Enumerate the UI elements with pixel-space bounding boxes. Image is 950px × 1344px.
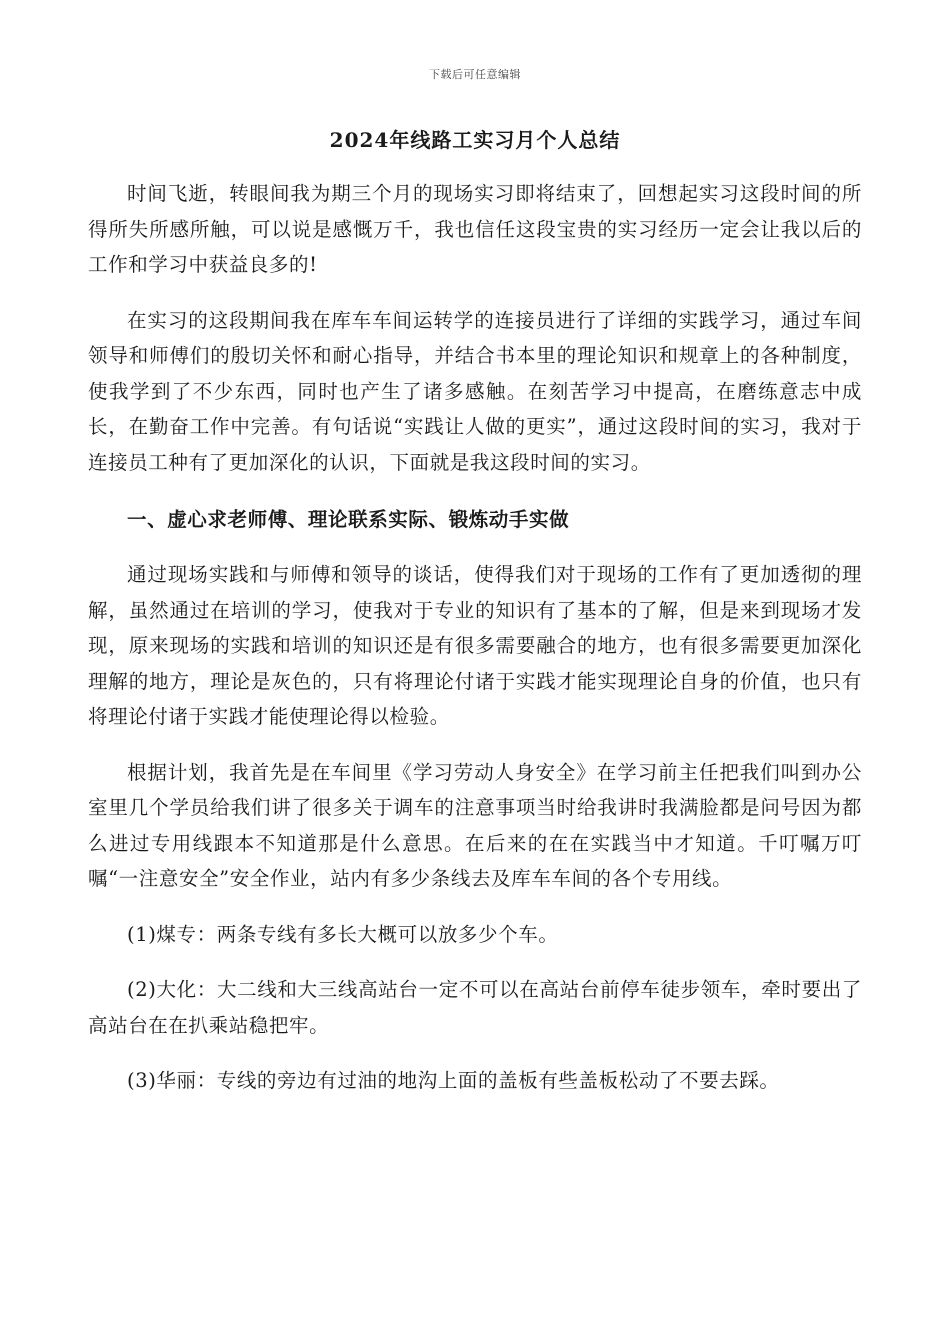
list-item-3: (3)华丽：专线的旁边有过油的地沟上面的盖板有些盖板松动了不要去踩。 (127, 1069, 780, 1092)
list-item-1: (1)煤专：两条专线有多长大概可以放多少个车。 (127, 922, 559, 946)
paragraph-section1-1: 通过现场实践和与师傅和领导的谈话，使得我们对于现场的工作有了更加透彻的理解，虽然通过在培训的学习，使我对于专业的知识有了基本的了解，但是来到现场才发现，原来现场的实践和培训的知识还是有很多需要融合的地方，也有很多需要更加深化理解的地方，理论是灰色的，只有将理论付诸于实践才能实现理论自身的价值，也只有将理论付诸于实践才能使理论得以检验。 (88, 563, 862, 728)
document-title: 2024年线路工实习月个人总结 (329, 128, 621, 152)
document-body (88, 176, 862, 1099)
paragraph-section1-2: 根据计划，我首先是在车间里《学习劳动人身安全》在学习前主任把我们叫到办公室里几个学员给我们讲了很多关于调车的注意事项当时给我讲时我满脸都是问号因为都么进过专用线跟本不知道那是什么意思。在后来的在在实践当中才知道。千叮嘱万叮嘱“一注意安全”安全作业，站内有多少条线去及库车车间的各个专用线。 (88, 760, 862, 890)
section-heading-1: 一、虚心求老师傅、理论联系实际、锻炼动手实做 (127, 508, 570, 531)
list-item-2: (2)大化：大二线和大三线高站台一定不可以在高站台前停车徒步领车，牵时要出了高站台在在扒乘站稳把牢。 (88, 978, 862, 1037)
header-note: 下载后可任意编辑 (429, 68, 521, 81)
paragraph-intro-1: 时间飞逝，转眼间我为期三个月的现场实习即将结束了，回想起实习这段时间的所得所失所感所触，可以说是感慨万千，我也信任这段宝贵的实习经历一定会让我以后的工作和学习中获益良多的! (88, 182, 862, 276)
paragraph-intro-2: 在实习的这段期间我在库车车间运转学的连接员进行了详细的实践学习，通过车间领导和师傅们的殷切关怀和耐心指导，并结合书本里的理论知识和规章上的各种制度，使我学到了不少东西，同时也产生了诸多感触。在刻苦学习中提高，在磨练意志中成长，在勤奋工作中完善。有句话说“实践让人做的更实”，通过这段时间的实习，我对于连接员工种有了更加深化的认识，下面就是我这段时间的实习。 (88, 308, 862, 474)
